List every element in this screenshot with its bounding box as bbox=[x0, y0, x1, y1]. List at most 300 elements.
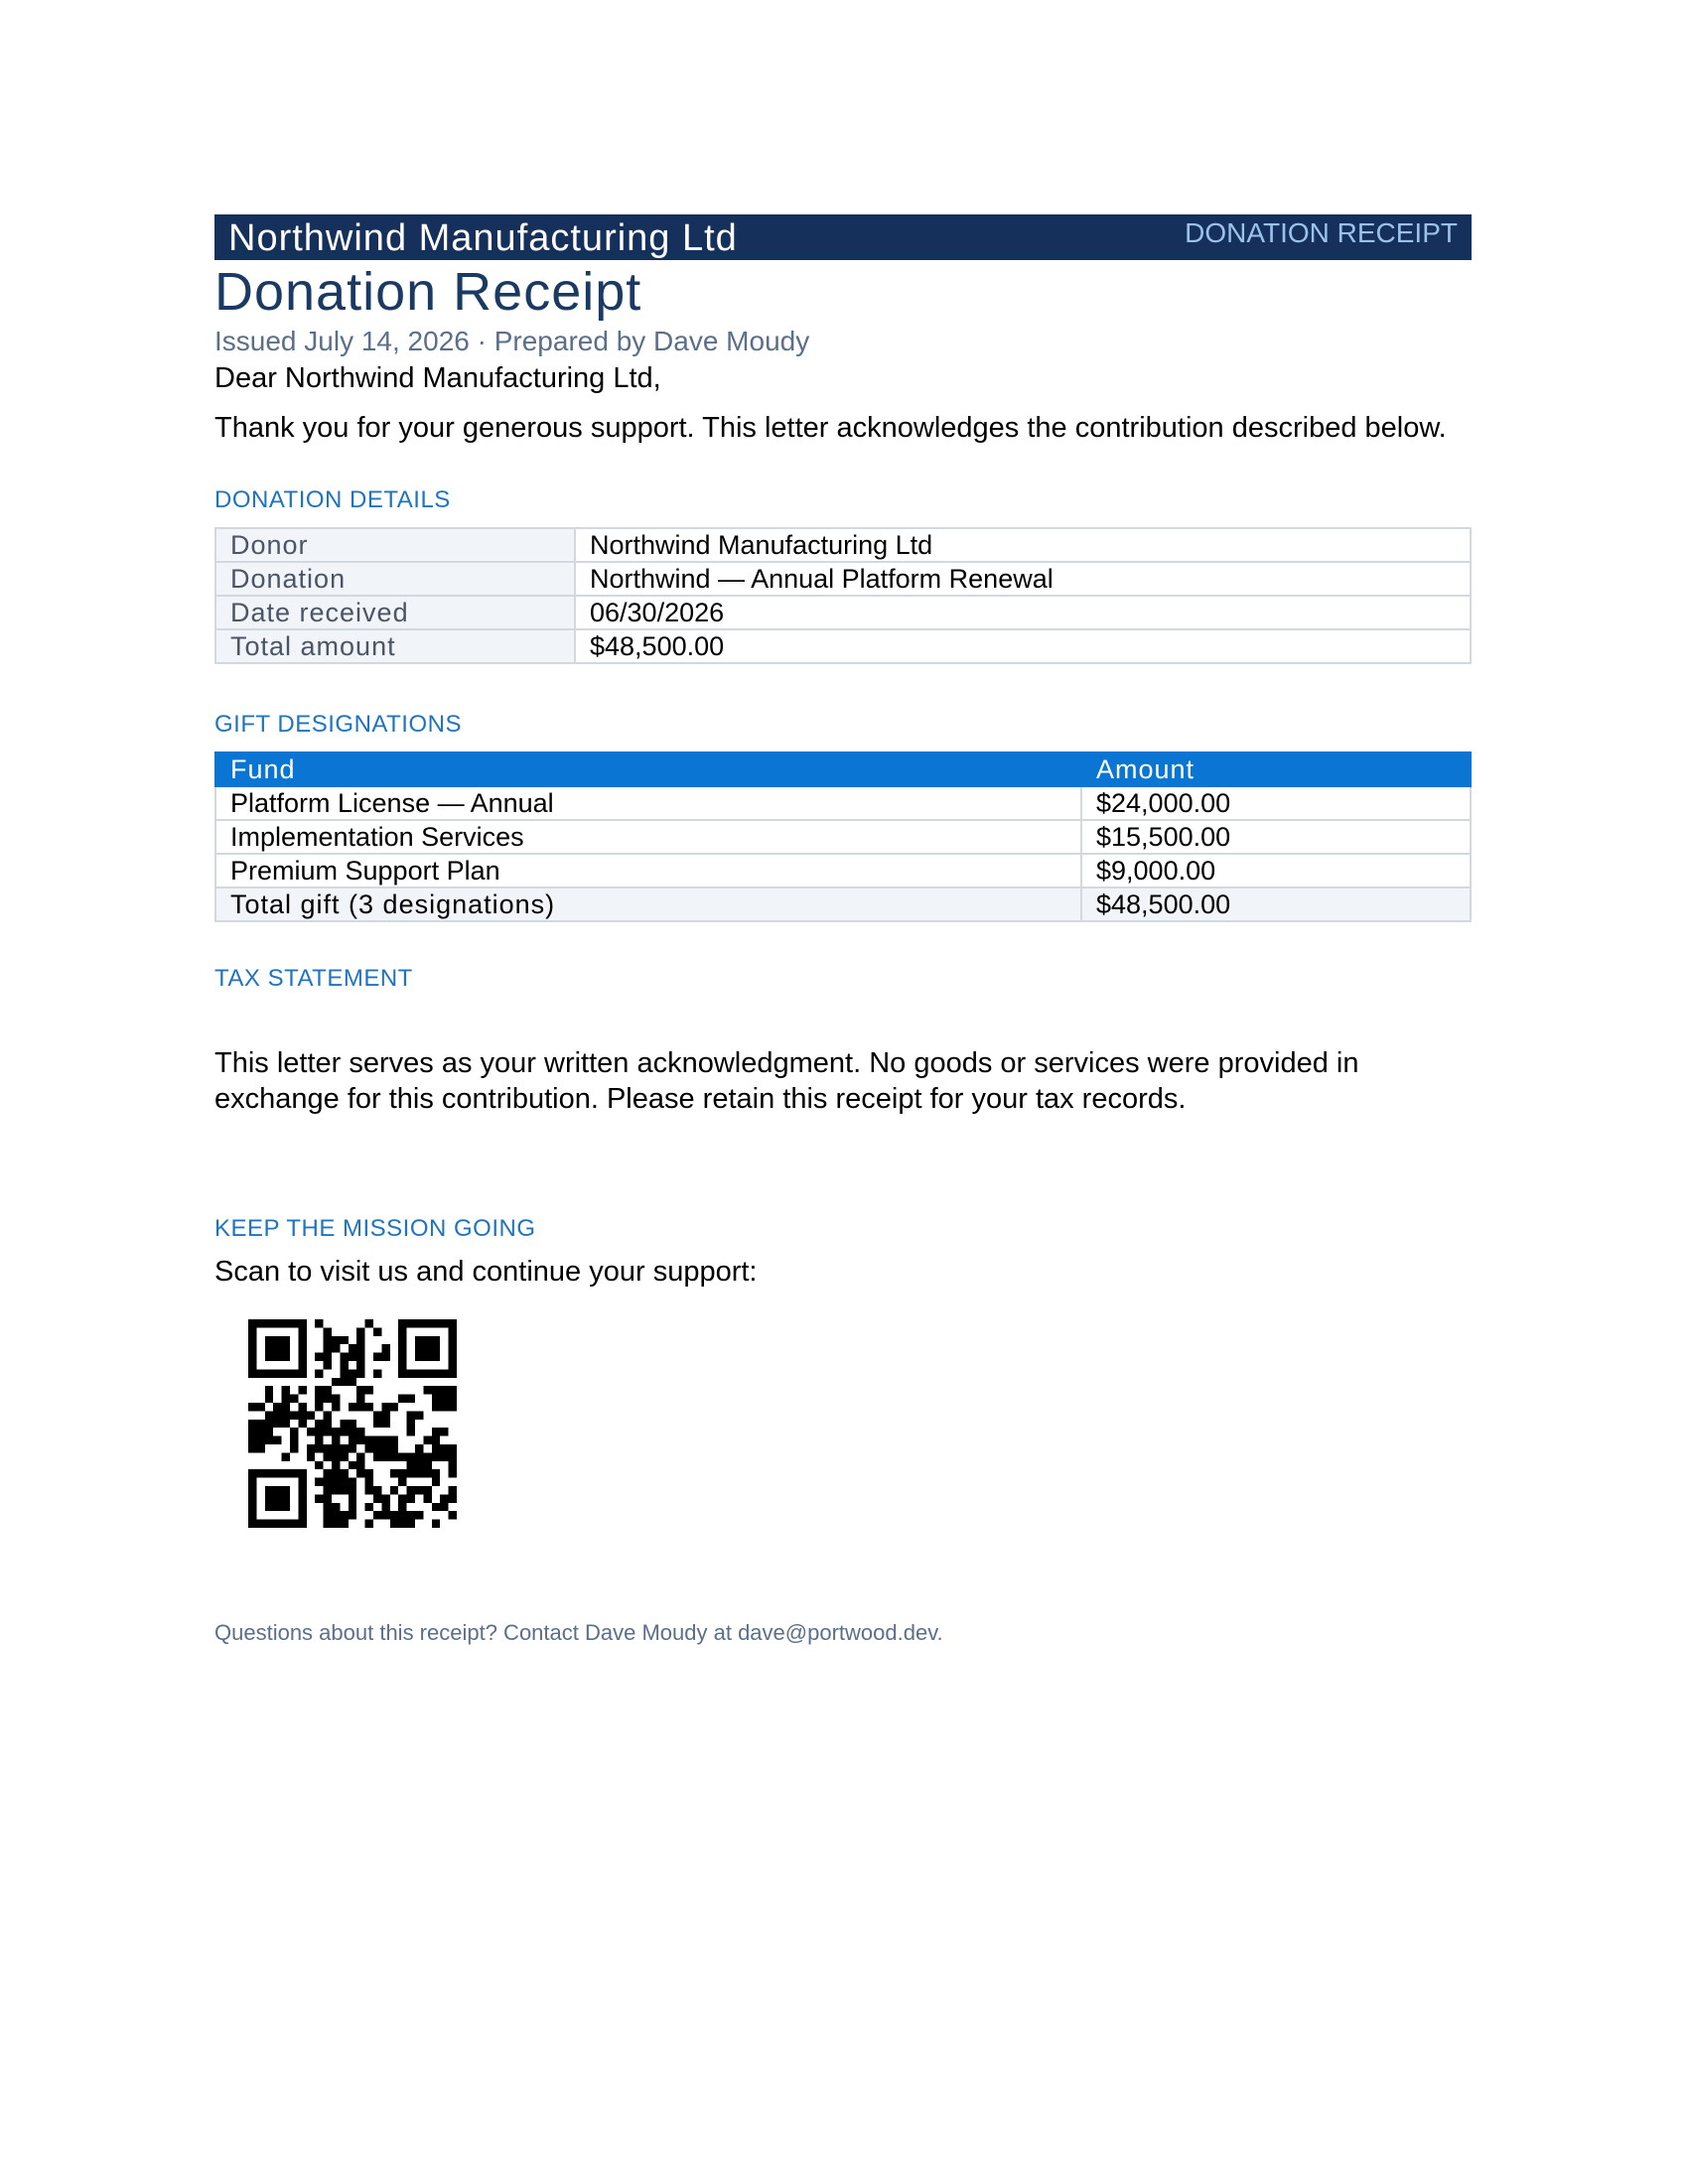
qr-module bbox=[265, 1420, 273, 1428]
qr-module bbox=[423, 1319, 431, 1327]
qr-module bbox=[381, 1403, 389, 1411]
details-value: 06/30/2026 bbox=[575, 596, 1471, 629]
qr-module bbox=[356, 1403, 364, 1411]
qr-module bbox=[365, 1486, 373, 1494]
qr-module bbox=[256, 1428, 264, 1435]
qr-module bbox=[440, 1494, 448, 1502]
qr-module bbox=[324, 1344, 332, 1352]
qr-module bbox=[265, 1503, 273, 1511]
qr-module bbox=[407, 1411, 415, 1419]
details-key: Donation bbox=[215, 562, 575, 596]
qr-module bbox=[390, 1469, 398, 1477]
qr-module bbox=[248, 1494, 256, 1502]
qr-module bbox=[449, 1327, 457, 1335]
qr-module bbox=[423, 1436, 431, 1444]
qr-module bbox=[340, 1452, 348, 1460]
qr-module bbox=[349, 1511, 356, 1519]
qr-module bbox=[423, 1386, 431, 1394]
qr-module bbox=[324, 1411, 332, 1419]
donation-details-heading: DONATION DETAILS bbox=[214, 486, 451, 513]
qr-module bbox=[315, 1386, 323, 1394]
qr-module bbox=[248, 1436, 256, 1444]
page-title: Donation Receipt bbox=[214, 262, 642, 322]
qr-module bbox=[273, 1520, 281, 1528]
qr-module bbox=[248, 1353, 256, 1361]
qr-module bbox=[373, 1436, 381, 1444]
qr-module bbox=[423, 1336, 431, 1344]
issued-line: Issued July 14, 2026 · Prepared by Dave Moudy bbox=[214, 326, 810, 356]
amount-cell: $9,000.00 bbox=[1081, 854, 1471, 887]
total-amount-cell: $48,500.00 bbox=[1081, 887, 1471, 921]
tax-statement-text: This letter serves as your written acknowledgment. No goods or services were provided in exchange for this contribution. Please retain this receipt for your tax records. bbox=[214, 1047, 1359, 1115]
qr-module bbox=[315, 1478, 323, 1486]
qr-module bbox=[432, 1403, 440, 1411]
qr-module bbox=[415, 1336, 423, 1344]
qr-module bbox=[356, 1428, 364, 1435]
qr-module bbox=[432, 1503, 440, 1511]
qr-module bbox=[349, 1344, 356, 1352]
qr-module bbox=[432, 1386, 440, 1394]
qr-module bbox=[256, 1369, 264, 1377]
fund-cell: Premium Support Plan bbox=[215, 854, 1081, 887]
qr-module bbox=[324, 1444, 332, 1452]
qr-module bbox=[265, 1520, 273, 1528]
qr-module bbox=[332, 1395, 340, 1403]
amount-cell: $15,500.00 bbox=[1081, 820, 1471, 854]
qr-module bbox=[248, 1520, 256, 1528]
qr-module bbox=[256, 1444, 264, 1452]
total-row bbox=[215, 887, 1471, 921]
qr-module bbox=[398, 1336, 406, 1344]
qr-module bbox=[381, 1444, 389, 1452]
qr-module bbox=[373, 1486, 381, 1494]
qr-module bbox=[282, 1494, 290, 1502]
qr-module bbox=[324, 1486, 332, 1494]
qr-module bbox=[298, 1327, 306, 1335]
fund-column-header: Fund bbox=[215, 752, 1081, 786]
footer-contact-note: Questions about this receipt? Contact Dave Moudy at dave@portwood.dev. bbox=[214, 1620, 943, 1645]
qr-module bbox=[315, 1420, 323, 1428]
qr-module bbox=[356, 1452, 364, 1460]
qr-module bbox=[432, 1469, 440, 1477]
qr-module bbox=[265, 1353, 273, 1361]
qr-module bbox=[407, 1395, 415, 1403]
amount-column-header: Amount bbox=[1081, 752, 1471, 786]
qr-module bbox=[332, 1378, 340, 1386]
qr-module bbox=[440, 1319, 448, 1327]
qr-module bbox=[381, 1452, 389, 1460]
qr-module bbox=[432, 1428, 440, 1435]
qr-module bbox=[449, 1403, 457, 1411]
qr-module bbox=[273, 1486, 281, 1494]
qr-module bbox=[407, 1520, 415, 1528]
qr-module bbox=[407, 1319, 415, 1327]
qr-module bbox=[315, 1319, 323, 1327]
qr-module bbox=[415, 1461, 423, 1469]
qr-module bbox=[265, 1411, 273, 1419]
qr-module bbox=[398, 1520, 406, 1528]
qr-module bbox=[282, 1486, 290, 1494]
qr-module bbox=[398, 1452, 406, 1460]
qr-module bbox=[340, 1469, 348, 1477]
qr-module bbox=[365, 1436, 373, 1444]
qr-module bbox=[340, 1511, 348, 1519]
qr-module bbox=[298, 1403, 306, 1411]
qr-module bbox=[315, 1494, 323, 1502]
qr-module bbox=[298, 1520, 306, 1528]
qr-module bbox=[332, 1503, 340, 1511]
qr-module bbox=[349, 1503, 356, 1511]
qr-module bbox=[349, 1403, 356, 1411]
qr-module bbox=[273, 1494, 281, 1502]
qr-module bbox=[298, 1369, 306, 1377]
qr-module bbox=[256, 1319, 264, 1327]
qr-module bbox=[248, 1336, 256, 1344]
qr-module bbox=[365, 1478, 373, 1486]
qr-module bbox=[248, 1344, 256, 1352]
qr-module bbox=[440, 1395, 448, 1403]
qr-module bbox=[415, 1344, 423, 1352]
qr-module bbox=[432, 1336, 440, 1344]
details-key: Total amount bbox=[215, 629, 575, 663]
qr-module bbox=[415, 1411, 423, 1419]
qr-module bbox=[423, 1469, 431, 1477]
qr-module bbox=[248, 1319, 256, 1327]
qr-module bbox=[298, 1361, 306, 1369]
qr-module bbox=[381, 1411, 389, 1419]
qr-module bbox=[356, 1336, 364, 1344]
qr-module bbox=[356, 1395, 364, 1403]
qr-module bbox=[332, 1344, 340, 1352]
qr-module bbox=[390, 1486, 398, 1494]
details-key: Date received bbox=[215, 596, 575, 629]
qr-module bbox=[298, 1503, 306, 1511]
qr-module bbox=[398, 1469, 406, 1477]
qr-module bbox=[324, 1420, 332, 1428]
qr-module bbox=[449, 1386, 457, 1394]
qr-module bbox=[298, 1386, 306, 1394]
qr-module bbox=[256, 1403, 264, 1411]
qr-module bbox=[407, 1452, 415, 1460]
doc-type-tag: DONATION RECEIPT bbox=[1185, 217, 1458, 248]
qr-module bbox=[273, 1344, 281, 1352]
qr-module bbox=[432, 1436, 440, 1444]
table-row bbox=[215, 820, 1471, 854]
qr-module bbox=[248, 1420, 256, 1428]
qr-module bbox=[398, 1361, 406, 1369]
qr-module bbox=[248, 1486, 256, 1494]
qr-module bbox=[340, 1361, 348, 1369]
qr-module bbox=[324, 1503, 332, 1511]
qr-module bbox=[298, 1494, 306, 1502]
qr-module bbox=[265, 1428, 273, 1435]
qr-module bbox=[449, 1319, 457, 1327]
qr-module bbox=[248, 1503, 256, 1511]
qr-module bbox=[407, 1486, 415, 1494]
qr-module bbox=[415, 1469, 423, 1477]
qr-module bbox=[449, 1336, 457, 1344]
qr-module bbox=[432, 1520, 440, 1528]
qr-module bbox=[340, 1520, 348, 1528]
qr-module bbox=[290, 1369, 298, 1377]
table-row bbox=[215, 528, 1471, 562]
qr-module bbox=[349, 1478, 356, 1486]
qr-module bbox=[398, 1369, 406, 1377]
qr-module bbox=[332, 1486, 340, 1494]
fund-cell: Implementation Services bbox=[215, 820, 1081, 854]
qr-module bbox=[248, 1428, 256, 1435]
qr-module bbox=[449, 1344, 457, 1352]
qr-module bbox=[265, 1336, 273, 1344]
qr-module bbox=[349, 1486, 356, 1494]
qr-module bbox=[390, 1511, 398, 1519]
qr-module bbox=[265, 1319, 273, 1327]
qr-module bbox=[315, 1403, 323, 1411]
qr-code-icon[interactable] bbox=[248, 1319, 457, 1528]
qr-module bbox=[365, 1520, 373, 1528]
qr-module bbox=[256, 1436, 264, 1444]
qr-module bbox=[398, 1353, 406, 1361]
qr-module bbox=[282, 1452, 290, 1460]
qr-module bbox=[324, 1469, 332, 1477]
qr-module bbox=[381, 1420, 389, 1428]
qr-module bbox=[349, 1378, 356, 1386]
qr-module bbox=[356, 1361, 364, 1369]
qr-module bbox=[381, 1344, 389, 1352]
qr-module bbox=[390, 1444, 398, 1452]
qr-module bbox=[390, 1452, 398, 1460]
qr-module bbox=[315, 1428, 323, 1435]
qr-module bbox=[248, 1327, 256, 1335]
qr-module bbox=[365, 1503, 373, 1511]
qr-module bbox=[248, 1403, 256, 1411]
qr-module bbox=[423, 1353, 431, 1361]
qr-module bbox=[356, 1469, 364, 1477]
qr-module bbox=[349, 1461, 356, 1469]
qr-module bbox=[365, 1319, 373, 1327]
qr-module bbox=[398, 1503, 406, 1511]
qr-module bbox=[432, 1395, 440, 1403]
qr-module bbox=[265, 1436, 273, 1444]
qr-module bbox=[398, 1511, 406, 1519]
qr-module bbox=[440, 1503, 448, 1511]
qr-module bbox=[273, 1436, 281, 1444]
qr-module bbox=[282, 1344, 290, 1352]
qr-module bbox=[407, 1469, 415, 1477]
qr-module bbox=[265, 1395, 273, 1403]
qr-module bbox=[332, 1336, 340, 1344]
qr-module bbox=[356, 1369, 364, 1377]
qr-module bbox=[449, 1469, 457, 1477]
qr-module bbox=[349, 1494, 356, 1502]
details-key: Donor bbox=[215, 528, 575, 562]
qr-module bbox=[273, 1420, 281, 1428]
qr-module bbox=[332, 1511, 340, 1519]
qr-module bbox=[290, 1428, 298, 1435]
qr-module bbox=[440, 1386, 448, 1394]
qr-module bbox=[290, 1411, 298, 1419]
qr-module bbox=[440, 1403, 448, 1411]
qr-module bbox=[349, 1420, 356, 1428]
qr-module bbox=[298, 1411, 306, 1419]
qr-module bbox=[365, 1386, 373, 1394]
qr-module bbox=[423, 1461, 431, 1469]
table-row bbox=[215, 786, 1471, 820]
qr-module bbox=[349, 1353, 356, 1361]
qr-module bbox=[273, 1319, 281, 1327]
qr-module bbox=[273, 1336, 281, 1344]
qr-module bbox=[282, 1386, 290, 1394]
qr-module bbox=[449, 1461, 457, 1469]
qr-module bbox=[449, 1369, 457, 1377]
details-value: Northwind — Annual Platform Renewal bbox=[575, 562, 1471, 596]
qr-module bbox=[332, 1520, 340, 1528]
qr-module bbox=[265, 1344, 273, 1352]
qr-module bbox=[282, 1353, 290, 1361]
qr-module bbox=[449, 1353, 457, 1361]
qr-module bbox=[356, 1436, 364, 1444]
qr-module bbox=[248, 1369, 256, 1377]
greeting: Dear Northwind Manufacturing Ltd, bbox=[214, 362, 661, 394]
qr-module bbox=[307, 1411, 315, 1419]
qr-module bbox=[340, 1369, 348, 1377]
qr-module bbox=[290, 1319, 298, 1327]
qr-module bbox=[256, 1520, 264, 1528]
qr-module bbox=[365, 1403, 373, 1411]
qr-module bbox=[340, 1378, 348, 1386]
qr-module bbox=[415, 1319, 423, 1327]
qr-module bbox=[407, 1428, 415, 1435]
qr-module bbox=[373, 1494, 381, 1502]
qr-module bbox=[365, 1469, 373, 1477]
qr-module bbox=[256, 1469, 264, 1477]
qr-module bbox=[398, 1327, 406, 1335]
qr-module bbox=[398, 1344, 406, 1352]
total-fund-cell: Total gift (3 designations) bbox=[215, 887, 1081, 921]
qr-module bbox=[432, 1353, 440, 1361]
table-row bbox=[215, 596, 1471, 629]
fund-cell: Platform License — Annual bbox=[215, 786, 1081, 820]
qr-module bbox=[273, 1369, 281, 1377]
qr-module bbox=[423, 1369, 431, 1377]
qr-module bbox=[432, 1369, 440, 1377]
details-value: Northwind Manufacturing Ltd bbox=[575, 528, 1471, 562]
qr-module bbox=[407, 1461, 415, 1469]
qr-module bbox=[273, 1403, 281, 1411]
qr-module bbox=[340, 1444, 348, 1452]
qr-module bbox=[373, 1411, 381, 1419]
qr-module bbox=[449, 1444, 457, 1452]
qr-module bbox=[324, 1353, 332, 1361]
qr-module bbox=[324, 1361, 332, 1369]
qr-module bbox=[273, 1411, 281, 1419]
qr-module bbox=[415, 1452, 423, 1460]
intro-paragraph: Thank you for your generous support. This letter acknowledges the contribution described below. bbox=[214, 412, 1447, 444]
qr-module bbox=[324, 1327, 332, 1335]
qr-module bbox=[415, 1486, 423, 1494]
qr-module bbox=[324, 1428, 332, 1435]
qr-module bbox=[265, 1386, 273, 1394]
qr-module bbox=[273, 1469, 281, 1477]
qr-module bbox=[324, 1494, 332, 1502]
qr-module bbox=[356, 1461, 364, 1469]
header-bar bbox=[214, 214, 1472, 260]
qr-module bbox=[248, 1478, 256, 1486]
qr-module bbox=[282, 1503, 290, 1511]
qr-module bbox=[423, 1486, 431, 1494]
qr-module bbox=[398, 1494, 406, 1502]
qr-module bbox=[248, 1361, 256, 1369]
qr-module bbox=[315, 1395, 323, 1403]
qr-module bbox=[381, 1494, 389, 1502]
qr-module bbox=[324, 1520, 332, 1528]
qr-module bbox=[381, 1511, 389, 1519]
qr-module bbox=[373, 1369, 381, 1377]
qr-module bbox=[407, 1420, 415, 1428]
qr-module bbox=[307, 1452, 315, 1460]
org-name: Northwind Manufacturing Ltd bbox=[228, 217, 738, 259]
qr-module bbox=[282, 1520, 290, 1528]
qr-module bbox=[449, 1486, 457, 1494]
qr-module bbox=[282, 1420, 290, 1428]
qr-module bbox=[332, 1469, 340, 1477]
qr-module bbox=[340, 1353, 348, 1361]
qr-module bbox=[290, 1444, 298, 1452]
qr-module bbox=[324, 1386, 332, 1394]
qr-module bbox=[340, 1420, 348, 1428]
qr-module bbox=[381, 1436, 389, 1444]
qr-module bbox=[373, 1327, 381, 1335]
qr-module bbox=[298, 1478, 306, 1486]
qr-module bbox=[432, 1344, 440, 1352]
amount-cell: $24,000.00 bbox=[1081, 786, 1471, 820]
qr-module bbox=[449, 1494, 457, 1502]
qr-module bbox=[440, 1452, 448, 1460]
qr-module bbox=[449, 1511, 457, 1519]
qr-module bbox=[282, 1369, 290, 1377]
qr-module bbox=[415, 1353, 423, 1361]
qr-module bbox=[298, 1353, 306, 1361]
qr-module bbox=[440, 1369, 448, 1377]
qr-module bbox=[265, 1494, 273, 1502]
qr-module bbox=[415, 1511, 423, 1519]
qr-module bbox=[265, 1369, 273, 1377]
details-value: $48,500.00 bbox=[575, 629, 1471, 663]
qr-module bbox=[390, 1520, 398, 1528]
mission-heading: KEEP THE MISSION GOING bbox=[214, 1215, 536, 1242]
qr-module bbox=[449, 1361, 457, 1369]
qr-module bbox=[432, 1319, 440, 1327]
qr-module bbox=[315, 1444, 323, 1452]
qr-module bbox=[423, 1344, 431, 1352]
qr-module bbox=[256, 1420, 264, 1428]
qr-module bbox=[273, 1503, 281, 1511]
qr-module bbox=[349, 1436, 356, 1444]
qr-module bbox=[265, 1469, 273, 1477]
qr-module bbox=[282, 1319, 290, 1327]
qr-module bbox=[248, 1511, 256, 1519]
qr-module bbox=[290, 1469, 298, 1477]
qr-module bbox=[282, 1403, 290, 1411]
qr-module bbox=[407, 1494, 415, 1502]
qr-module bbox=[349, 1428, 356, 1435]
qr-module bbox=[356, 1353, 364, 1361]
qr-module bbox=[332, 1436, 340, 1444]
qr-module bbox=[298, 1486, 306, 1494]
qr-module bbox=[356, 1327, 364, 1335]
qr-module bbox=[365, 1444, 373, 1452]
gift-designations-table bbox=[214, 751, 1472, 922]
